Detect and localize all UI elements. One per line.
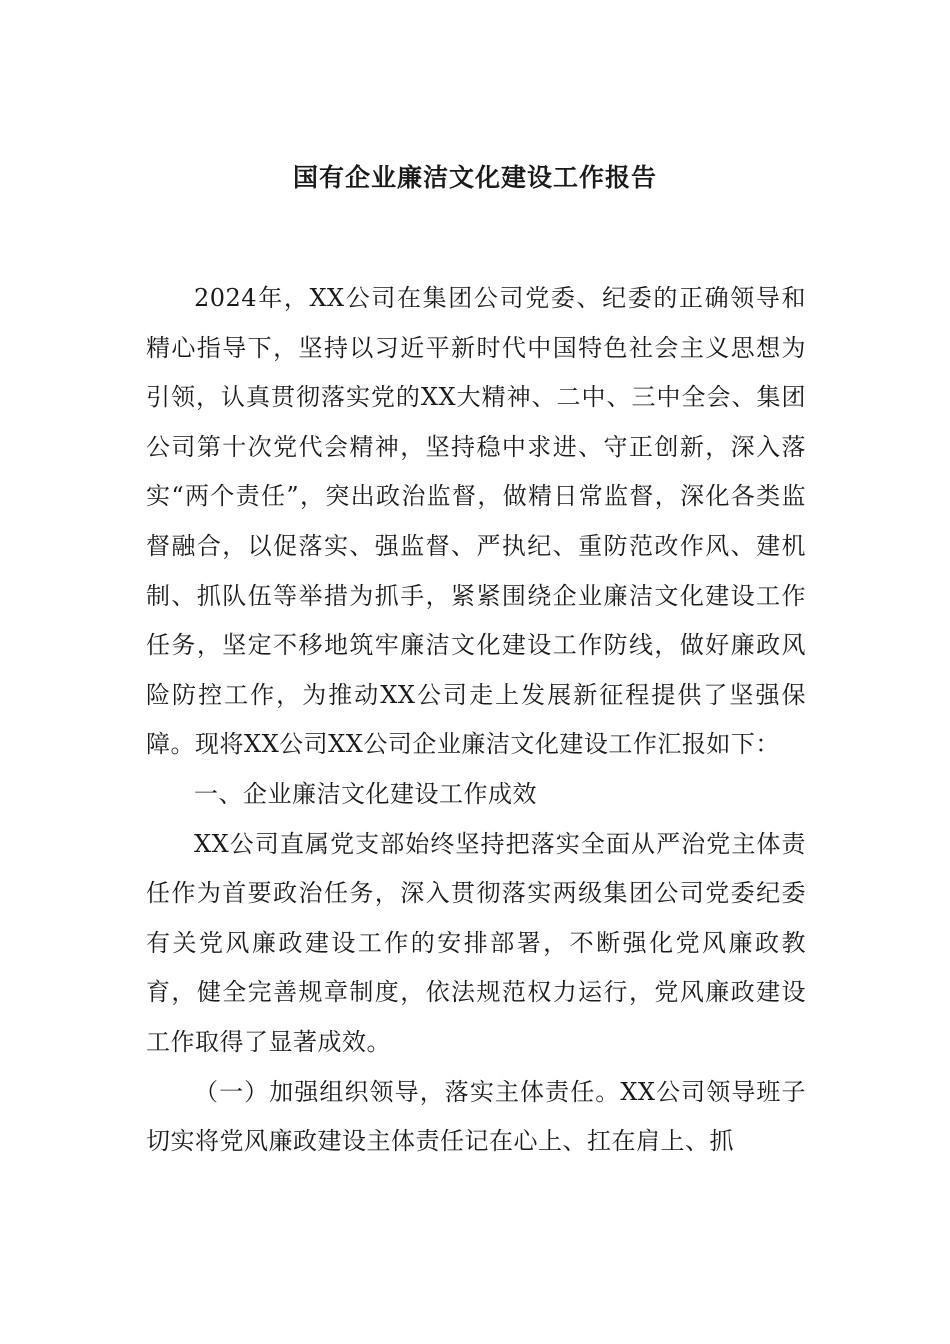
paragraph-section-1: XX公司直属党支部始终坚持把落实全面从严治党主体责任作为首要政治任务，深入贯彻落实两级集团公司党委纪委有关党风廉政建设工作的安排部署，不断强化党风廉政教育，健全完善规章制度，依法规范权力运行，党风廉政建设工作取得了显著成效。: [146, 829, 806, 1056]
document-title: 国有企业廉洁文化建设工作报告: [292, 163, 657, 192]
document-body: [146, 274, 806, 1167]
paragraph-subsection-1: （一）加强组织领导，落实主体责任。XX公司领导班子切实将党风廉政建设主体责任记在心上、扛在肩上、抓: [146, 1077, 806, 1156]
paragraph-intro: 2024年，XX公司在集团公司党委、纪委的正确领导和精心指导下，坚持以习近平新时代中国特色社会主义思想为引领，认真贯彻落实党的XX大精神、二中、三中全会、集团公司第十次党代会精神，坚持稳中求进、守正创新，深入落实“两个责任”，突出政治监督，做精日常监督，深化各类监督融合，以促落实、强监督、严执纪、重防范改作风、建机制、抓队伍等举措为抓手，紧紧围绕企业廉洁文化建设工作任务，坚定不移地筑牢廉洁文化建设工作防线，做好廉政风险防控工作，为推动XX公司走上发展新征程提供了坚强保障。现将XX公司XX公司企业廉洁文化建设工作汇报如下：: [146, 284, 806, 759]
section-heading-1: 一、企业廉洁文化建设工作成效: [194, 779, 537, 808]
